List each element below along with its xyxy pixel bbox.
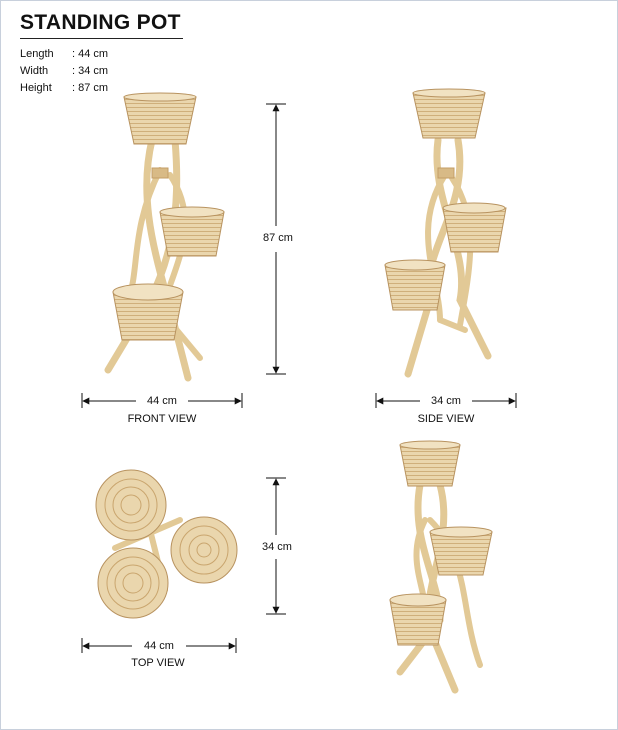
front-view-basket-middle <box>160 207 224 256</box>
height-dimension-label: 87 cm <box>263 232 293 244</box>
front-width-dimension-label: 44 cm <box>147 395 177 407</box>
spec-length-value: : 44 cm <box>72 48 109 60</box>
top-length-dimension-label: 44 cm <box>144 640 174 652</box>
side-view-basket-right <box>443 203 506 252</box>
spec-width-label: Width <box>20 65 49 77</box>
side-width-dimension-label: 34 cm <box>431 395 461 407</box>
side-view-basket-top <box>413 89 485 138</box>
page-title: STANDING POT <box>20 11 181 34</box>
front-view-stand <box>108 140 200 378</box>
front-view-basket-bottom <box>113 284 183 340</box>
spec-height-label: Height <box>20 82 52 94</box>
side-view-basket-left <box>385 260 445 310</box>
front-view-caption: FRONT VIEW <box>127 413 197 425</box>
angled-view-basket-bottom <box>390 594 446 645</box>
angled-view-stand <box>400 485 480 690</box>
top-view-caption: TOP VIEW <box>131 657 185 669</box>
side-view-caption: SIDE VIEW <box>417 413 475 425</box>
top-width-dimension-label: 34 cm <box>262 541 292 553</box>
top-view-stand <box>96 470 237 618</box>
front-view-basket-top <box>124 93 196 144</box>
side-view-stand <box>408 140 488 374</box>
angled-view-basket-top <box>400 441 460 486</box>
spec-width-value: : 34 cm <box>72 65 109 77</box>
spec-height-value: : 87 cm <box>72 82 109 94</box>
spec-length-label: Length <box>20 48 54 60</box>
angled-view-basket-right <box>430 527 492 575</box>
